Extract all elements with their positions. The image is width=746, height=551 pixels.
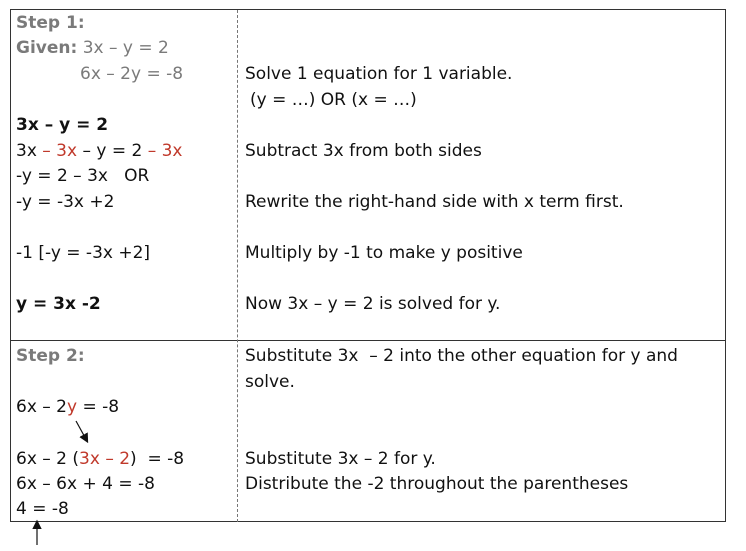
- rewrite-line: -y = -3x +2: [16, 192, 115, 212]
- explain-rewrite: Rewrite the right-hand side with x term first.: [245, 192, 624, 212]
- step2-distribute: 6x – 6x + 4 = -8: [16, 474, 155, 494]
- step2-heading: Step 2:: [16, 346, 85, 366]
- subtract-part-b: – 3x: [42, 141, 78, 161]
- neg-line: -y = 2 – 3x OR: [16, 166, 150, 186]
- step2-sub-part-c: ) = -8: [130, 449, 185, 469]
- given-eq1: 3x – y = 2: [82, 38, 169, 58]
- explain-options: (y = …) OR (x = …): [250, 90, 417, 110]
- step2-sub-part-a: 6x – 2 (: [16, 449, 80, 469]
- explain-substitute-1: Substitute 3x – 2 into the other equation for y and: [245, 346, 678, 366]
- explain-subtract: Subtract 3x from both sides: [245, 141, 482, 161]
- explain-multiply: Multiply by -1 to make y positive: [245, 243, 523, 263]
- explain-solved: Now 3x – y = 2 is solved for y.: [245, 294, 501, 314]
- given-label: Given:: [16, 38, 78, 58]
- explain-substitute-2: solve.: [245, 372, 295, 392]
- subtract-part-d: – 3x: [147, 141, 183, 161]
- explain-sub-for-y: Substitute 3x – 2 for y.: [245, 449, 436, 469]
- step2-eq-part-a: 6x – 2: [16, 397, 67, 417]
- result-line: y = 3x -2: [16, 294, 101, 314]
- step2-sub-part-b: 3x – 2: [79, 449, 131, 469]
- explain-solve: Solve 1 equation for 1 variable.: [245, 64, 513, 84]
- step2-eq-part-b: = -8: [77, 397, 120, 417]
- eq-bold: 3x – y = 2: [16, 115, 109, 135]
- step2-final: 4 = -8: [16, 499, 69, 519]
- multiply-line: -1 [-y = -3x +2]: [16, 243, 151, 263]
- step1-heading: Step 1:: [16, 13, 85, 33]
- subtract-part-a: 3x: [16, 141, 43, 161]
- given-eq2: 6x – 2y = -8: [80, 64, 184, 84]
- subtract-part-c: – y = 2: [77, 141, 148, 161]
- substitution-arrow-icon: [76, 421, 87, 441]
- explain-distribute: Distribute the -2 throughout the parentheses: [245, 474, 629, 494]
- step2-eq-y: y: [67, 397, 78, 417]
